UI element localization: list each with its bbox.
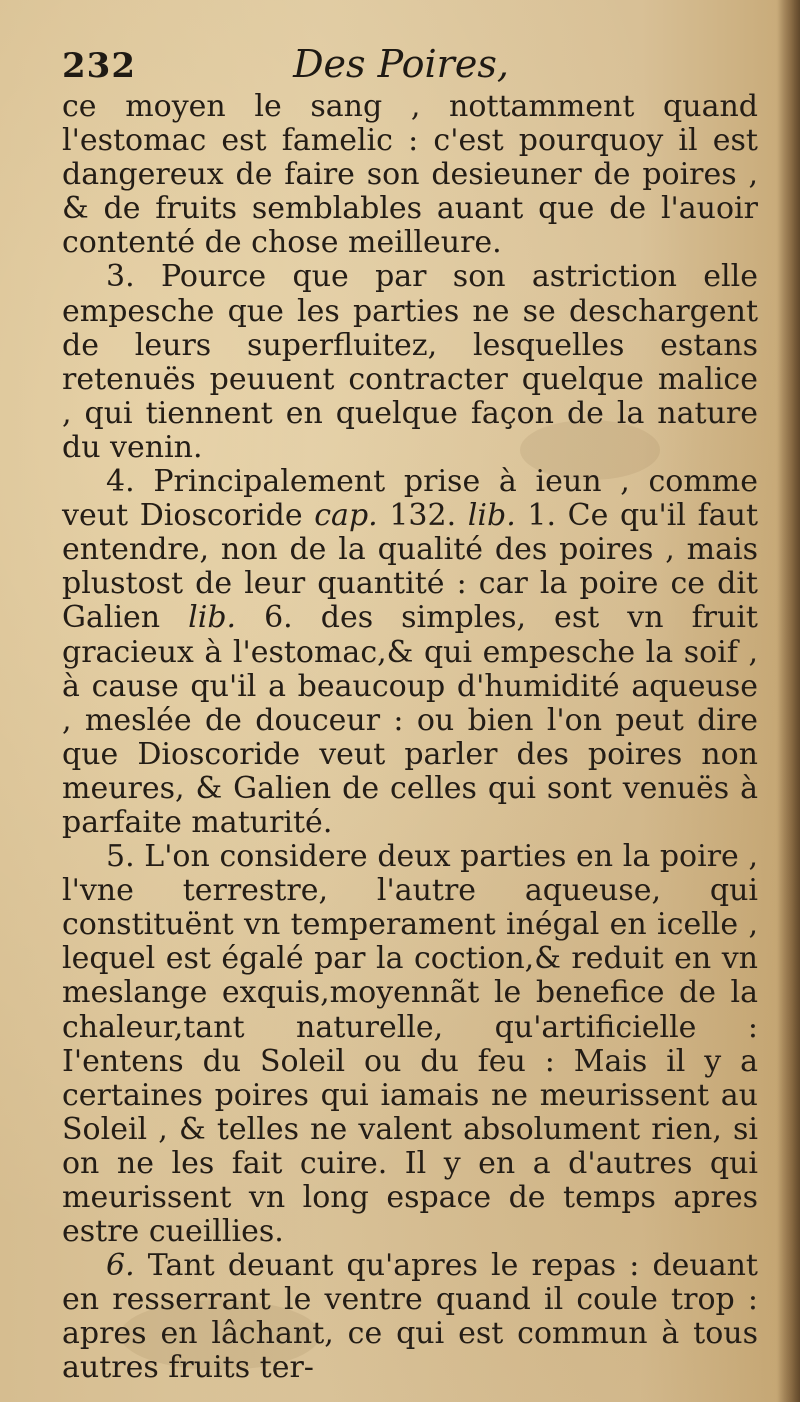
paragraph-number: 4. [106,464,154,500]
citation-abbrev: cap. [314,498,378,534]
paragraph-number: 3. [106,259,161,295]
page-header [62,36,740,96]
citation-abbrev: lib. [188,600,237,636]
text-run: Tant deuant qu'apres le repas : deuant en resserrant le ventre quand il coule trop : apres en lâchant, ce qui est commun à tous autres fruits ter- [62,1248,758,1386]
text-run: ce moyen le sang , nottamment quand l'estomac est famelic : c'est pourquoy il est dangereux de faire son desieuner de poires , & de fruits semblables auant que de l'auoir contenté de chose meilleure. [62,89,758,261]
page-spine-shadow [778,0,800,1402]
paragraph-number: 5. [106,839,145,875]
page-number: 232 [62,46,136,86]
text-run: 6. des simples, est vn fruit gracieux à l'estomac,& qui empesche la soif , à cause qu'il a beaucoup d'humidité aqueuse , meslée de douceur : ou bien l'on peut dire que Dioscoride veut parler des poires non meures, & Galien de celles qui sont venuës à parfaite maturité. [62,600,758,840]
text-run: 132. [377,498,468,534]
paragraph-5 [62,840,758,1249]
paragraph-3 [62,260,758,465]
paragraph-4 [62,465,758,840]
text-run: 1. Ce qu'il faut entendre, non de la qualité des poires , mais plustost de leur quantité : car la poire ce dit Galien [62,498,758,636]
page-text-body [62,90,758,1386]
text-run: Principalement prise à ieun , comme veut Dioscoride [62,464,758,534]
paragraph-continuation [62,90,758,260]
text-run: Pource que par son astriction elle empesche que les parties ne se deschargent de leurs superfluitez, lesquelles estans retenuës peuuent contracter quelque malice , qui tiennent en quelque façon de la nature du venin. [62,259,758,465]
paragraph-6 [62,1249,758,1385]
citation-abbrev: lib. [467,498,516,534]
paragraph-number: 6. [106,1248,148,1284]
text-run: L'on considere deux parties en la poire , l'vne terrestre, l'autre aqueuse, qui constituënt vn temperament inégal en icelle , lequel est égalé par la coction,& reduit en vn meslange exquis,moyennãt le benefice de la chaleur,tant naturelle, qu'artificielle : I'entens du Soleil ou du feu : Mais il y a certaines poires qui iamais ne meurissent au Soleil , & telles ne valent absolument rien, si on ne les fait cuire. Il y en a d'autres qui meurissent vn long espace de temps apres estre cueillies. [62,839,758,1250]
running-head: Des Poires, [293,42,509,86]
